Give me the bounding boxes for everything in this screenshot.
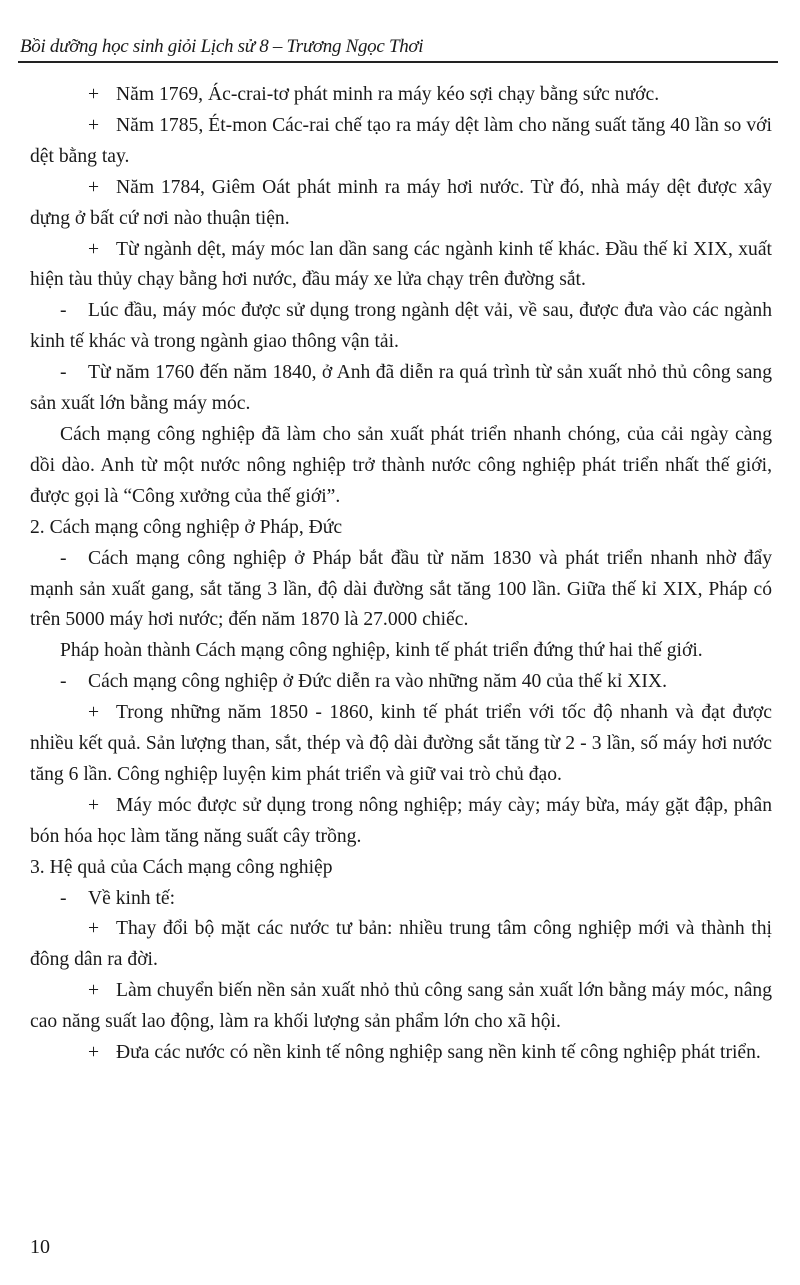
plus-bullet: + xyxy=(88,702,100,724)
list-item xyxy=(30,80,772,111)
header-rule xyxy=(18,61,778,63)
list-item xyxy=(30,111,772,173)
plus-bullet: + xyxy=(88,794,100,816)
list-item xyxy=(30,358,772,420)
list-item xyxy=(30,914,772,976)
dash-bullet: - xyxy=(60,300,67,322)
list-item xyxy=(30,698,772,791)
paragraph xyxy=(30,420,772,513)
list-item xyxy=(30,976,772,1038)
page-number: 10 xyxy=(30,1236,50,1258)
list-item xyxy=(30,791,772,853)
block-text: Năm 1785, Ét-mon Các-rai chế tạo ra máy dệt làm cho năng suất tăng 40 lần so với dệt bằng tay. xyxy=(30,114,772,167)
block-text: 3. Hệ quả của Cách mạng công nghiệp xyxy=(30,856,333,878)
block-text: Pháp hoàn thành Cách mạng công nghiệp, kinh tế phát triển đứng thứ hai thế giới. xyxy=(60,640,703,662)
plus-bullet: + xyxy=(88,980,100,1002)
dash-bullet: - xyxy=(60,547,67,569)
block-text: Thay đổi bộ mặt các nước tư bản: nhiều trung tâm công nghiệp mới và thành thị đông dân ra đời. xyxy=(30,918,772,971)
plus-bullet: + xyxy=(88,1042,100,1064)
block-text: Từ ngành dệt, máy móc lan dần sang các ngành kinh tế khác. Đầu thế kỉ XIX, xuất hiện tàu thủy chạy bằng hơi nước, đầu máy xe lửa chạy trên đường sắt. xyxy=(30,238,772,291)
list-item xyxy=(30,235,772,297)
block-text: Cách mạng công nghiệp ở Pháp bắt đầu từ năm 1830 và phát triển nhanh nhờ đẩy mạnh sản xuất gang, sắt tăng 3 lần, độ dài đường sắt tăng 100 lần. Giữa thế kỉ XIX, Pháp có trên 5000 máy hơi nước; đến năm 1870 là 27.000 chiếc. xyxy=(30,547,772,631)
block-text: Từ năm 1760 đến năm 1840, ở Anh đã diễn ra quá trình từ sản xuất nhỏ thủ công sang sản xuất lớn bằng máy móc. xyxy=(30,362,772,415)
block-text: Trong những năm 1850 - 1860, kinh tế phát triển với tốc độ nhanh và đạt được nhiều kết quả. Sản lượng than, sắt, thép và độ dài đường sắt tăng từ 2 - 3 lần, số máy hơi nước tăng 6 lần. Công nghiệp luyện kim phát triển và giữ vai trò chủ đạo. xyxy=(30,702,772,785)
block-text: Về kinh tế: xyxy=(88,887,176,909)
list-item xyxy=(30,296,772,358)
section-heading xyxy=(30,513,772,544)
plus-bullet: + xyxy=(88,176,100,198)
block-text: Cách mạng công nghiệp ở Đức diễn ra vào những năm 40 của thế kỉ XIX. xyxy=(88,671,667,693)
page-body xyxy=(30,80,772,1069)
plus-bullet: + xyxy=(88,918,100,940)
block-text: Cách mạng công nghiệp đã làm cho sản xuất phát triển nhanh chóng, của cải ngày càng dồi dào. Anh từ một nước nông nghiệp trở thành nước công nghiệp phát triển nhất thế giới, được gọi là “Công xưởng của thế giới”. xyxy=(30,423,772,507)
block-text: Đưa các nước có nền kinh tế nông nghiệp sang nền kinh tế công nghiệp phát triển. xyxy=(116,1042,761,1064)
list-item xyxy=(30,1038,772,1069)
plus-bullet: + xyxy=(88,238,100,260)
running-header: Bồi dưỡng học sinh giỏi Lịch sử 8 – Trương Ngọc Thơi xyxy=(20,36,424,57)
block-text: Làm chuyển biến nền sản xuất nhỏ thủ công sang sản xuất lớn bằng máy móc, nâng cao năng suất lao động, làm ra khối lượng sản phẩm lớn cho xã hội. xyxy=(30,980,772,1033)
paragraph xyxy=(30,636,772,667)
block-text: Năm 1784, Giêm Oát phát minh ra máy hơi nước. Từ đó, nhà máy dệt được xây dựng ở bất cứ nơi nào thuận tiện. xyxy=(30,176,772,229)
plus-bullet: + xyxy=(88,114,100,136)
block-text: Lúc đầu, máy móc được sử dụng trong ngành dệt vải, về sau, được đưa vào các ngành kinh tế khác và trong ngành giao thông vận tải. xyxy=(30,300,772,353)
block-text: 2. Cách mạng công nghiệp ở Pháp, Đức xyxy=(30,516,343,538)
dash-bullet: - xyxy=(60,671,67,693)
plus-bullet: + xyxy=(88,84,100,105)
block-text: Năm 1769, Ác-crai-tơ phát minh ra máy kéo sợi chạy bằng sức nước. xyxy=(116,84,660,105)
list-item xyxy=(30,173,772,235)
dash-bullet: - xyxy=(60,887,67,909)
list-item xyxy=(30,884,772,915)
block-text: Máy móc được sử dụng trong nông nghiệp; máy cày; máy bừa, máy gặt đập, phân bón hóa học làm tăng năng suất cây trồng. xyxy=(30,794,772,847)
dash-bullet: - xyxy=(60,362,67,384)
list-item xyxy=(30,667,772,698)
list-item xyxy=(30,544,772,637)
section-heading xyxy=(30,853,772,884)
